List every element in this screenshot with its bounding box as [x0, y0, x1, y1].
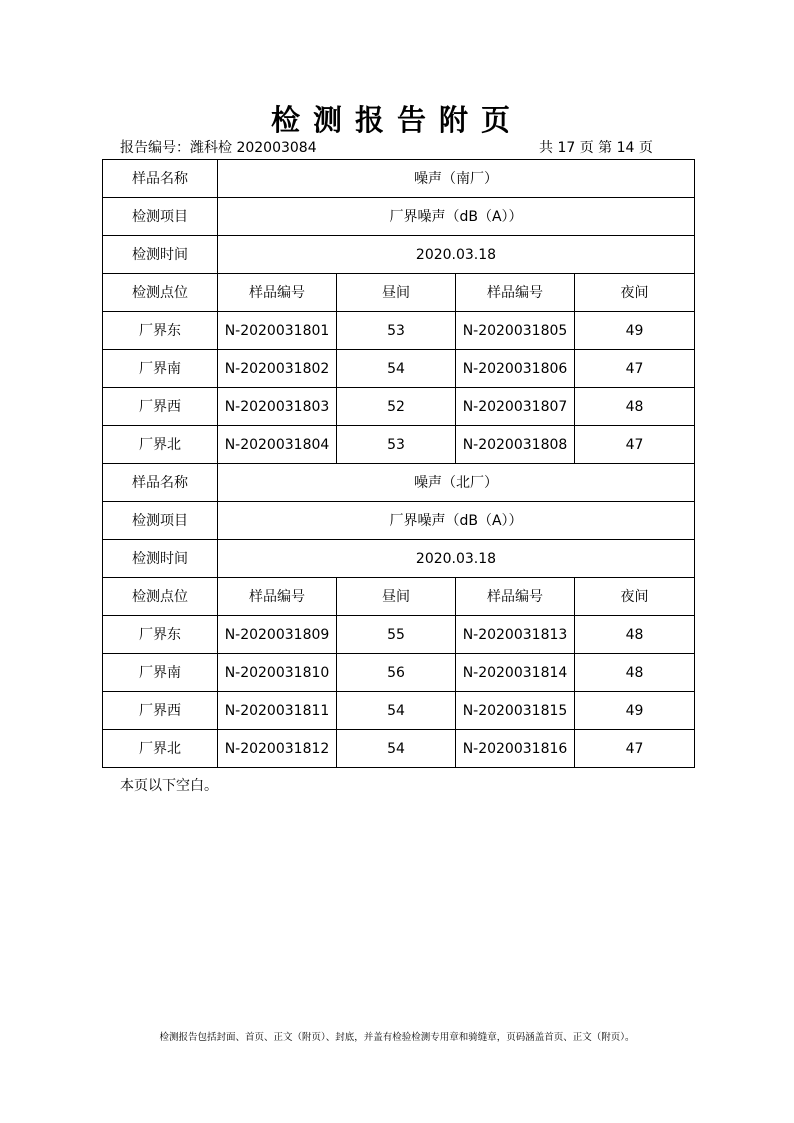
test-item-label: 检测项目 — [103, 502, 218, 540]
table-row — [103, 388, 695, 426]
test-item-value: 厂界噪声（dB（A）） — [218, 198, 695, 236]
night-value-cell: 47 — [575, 426, 695, 464]
header-night: 夜间 — [575, 274, 695, 312]
table-body — [103, 160, 695, 768]
day-sample-no-cell: N-2020031804 — [218, 426, 337, 464]
day-value-cell: 53 — [337, 426, 456, 464]
day-value-cell: 53 — [337, 312, 456, 350]
night-value-cell: 49 — [575, 312, 695, 350]
sample-name-row — [103, 464, 695, 502]
day-sample-no-cell: N-2020031801 — [218, 312, 337, 350]
point-cell: 厂界南 — [103, 654, 218, 692]
test-time-row — [103, 236, 695, 274]
noise-results-table — [102, 159, 695, 768]
day-value-cell: 52 — [337, 388, 456, 426]
night-sample-no-cell: N-2020031808 — [456, 426, 575, 464]
night-value-cell: 47 — [575, 730, 695, 768]
header-night-sample-no: 样品编号 — [456, 578, 575, 616]
night-sample-no-cell: N-2020031813 — [456, 616, 575, 654]
night-sample-no-cell: N-2020031815 — [456, 692, 575, 730]
test-item-value: 厂界噪声（dB（A）） — [218, 502, 695, 540]
day-value-cell: 54 — [337, 350, 456, 388]
day-value-cell: 54 — [337, 692, 456, 730]
day-value-cell: 56 — [337, 654, 456, 692]
night-sample-no-cell: N-2020031807 — [456, 388, 575, 426]
test-time-label: 检测时间 — [103, 236, 218, 274]
test-item-row — [103, 198, 695, 236]
point-cell: 厂界东 — [103, 312, 218, 350]
table-row — [103, 730, 695, 768]
day-sample-no-cell: N-2020031812 — [218, 730, 337, 768]
day-sample-no-cell: N-2020031809 — [218, 616, 337, 654]
table-row — [103, 426, 695, 464]
table-row — [103, 350, 695, 388]
header-day-sample-no: 样品编号 — [218, 578, 337, 616]
header-day-sample-no: 样品编号 — [218, 274, 337, 312]
report-number: 报告编号：潍科检 202003084 — [120, 140, 317, 156]
table-row — [103, 692, 695, 730]
night-value-cell: 47 — [575, 350, 695, 388]
night-sample-no-cell: N-2020031806 — [456, 350, 575, 388]
sample-name-row — [103, 160, 695, 198]
sample-name-label: 样品名称 — [103, 464, 218, 502]
header-night: 夜间 — [575, 578, 695, 616]
sample-name-label: 样品名称 — [103, 160, 218, 198]
night-sample-no-cell: N-2020031816 — [456, 730, 575, 768]
header-night-sample-no: 样品编号 — [456, 274, 575, 312]
page-count: 共 17 页 第 14 页 — [539, 140, 653, 156]
night-value-cell: 49 — [575, 692, 695, 730]
test-item-label: 检测项目 — [103, 198, 218, 236]
column-header-row — [103, 578, 695, 616]
blank-note: 本页以下空白。 — [120, 778, 218, 794]
day-value-cell: 55 — [337, 616, 456, 654]
header-point: 检测点位 — [103, 578, 218, 616]
night-value-cell: 48 — [575, 616, 695, 654]
test-time-row — [103, 540, 695, 578]
header-point: 检测点位 — [103, 274, 218, 312]
night-sample-no-cell: N-2020031805 — [456, 312, 575, 350]
table-row — [103, 654, 695, 692]
table-row — [103, 616, 695, 654]
footer-note: 检测报告包括封面、首页、正文（附页）、封底，并盖有检验检测专用章和骑缝章，页码涵盖首页、正文（附页）。 — [159, 1032, 635, 1043]
test-time-value: 2020.03.18 — [218, 540, 695, 578]
header-day: 昼间 — [337, 578, 456, 616]
point-cell: 厂界南 — [103, 350, 218, 388]
point-cell: 厂界西 — [103, 692, 218, 730]
day-sample-no-cell: N-2020031811 — [218, 692, 337, 730]
sample-name-value: 噪声（南厂） — [218, 160, 695, 198]
point-cell: 厂界北 — [103, 426, 218, 464]
day-sample-no-cell: N-2020031810 — [218, 654, 337, 692]
header-day: 昼间 — [337, 274, 456, 312]
night-value-cell: 48 — [575, 654, 695, 692]
night-value-cell: 48 — [575, 388, 695, 426]
day-value-cell: 54 — [337, 730, 456, 768]
table-row — [103, 312, 695, 350]
point-cell: 厂界西 — [103, 388, 218, 426]
point-cell: 厂界北 — [103, 730, 218, 768]
night-sample-no-cell: N-2020031814 — [456, 654, 575, 692]
test-time-value: 2020.03.18 — [218, 236, 695, 274]
column-header-row — [103, 274, 695, 312]
page-title: 检测报告附页 — [270, 103, 523, 137]
test-time-label: 检测时间 — [103, 540, 218, 578]
day-sample-no-cell: N-2020031802 — [218, 350, 337, 388]
test-item-row — [103, 502, 695, 540]
point-cell: 厂界东 — [103, 616, 218, 654]
sample-name-value: 噪声（北厂） — [218, 464, 695, 502]
day-sample-no-cell: N-2020031803 — [218, 388, 337, 426]
